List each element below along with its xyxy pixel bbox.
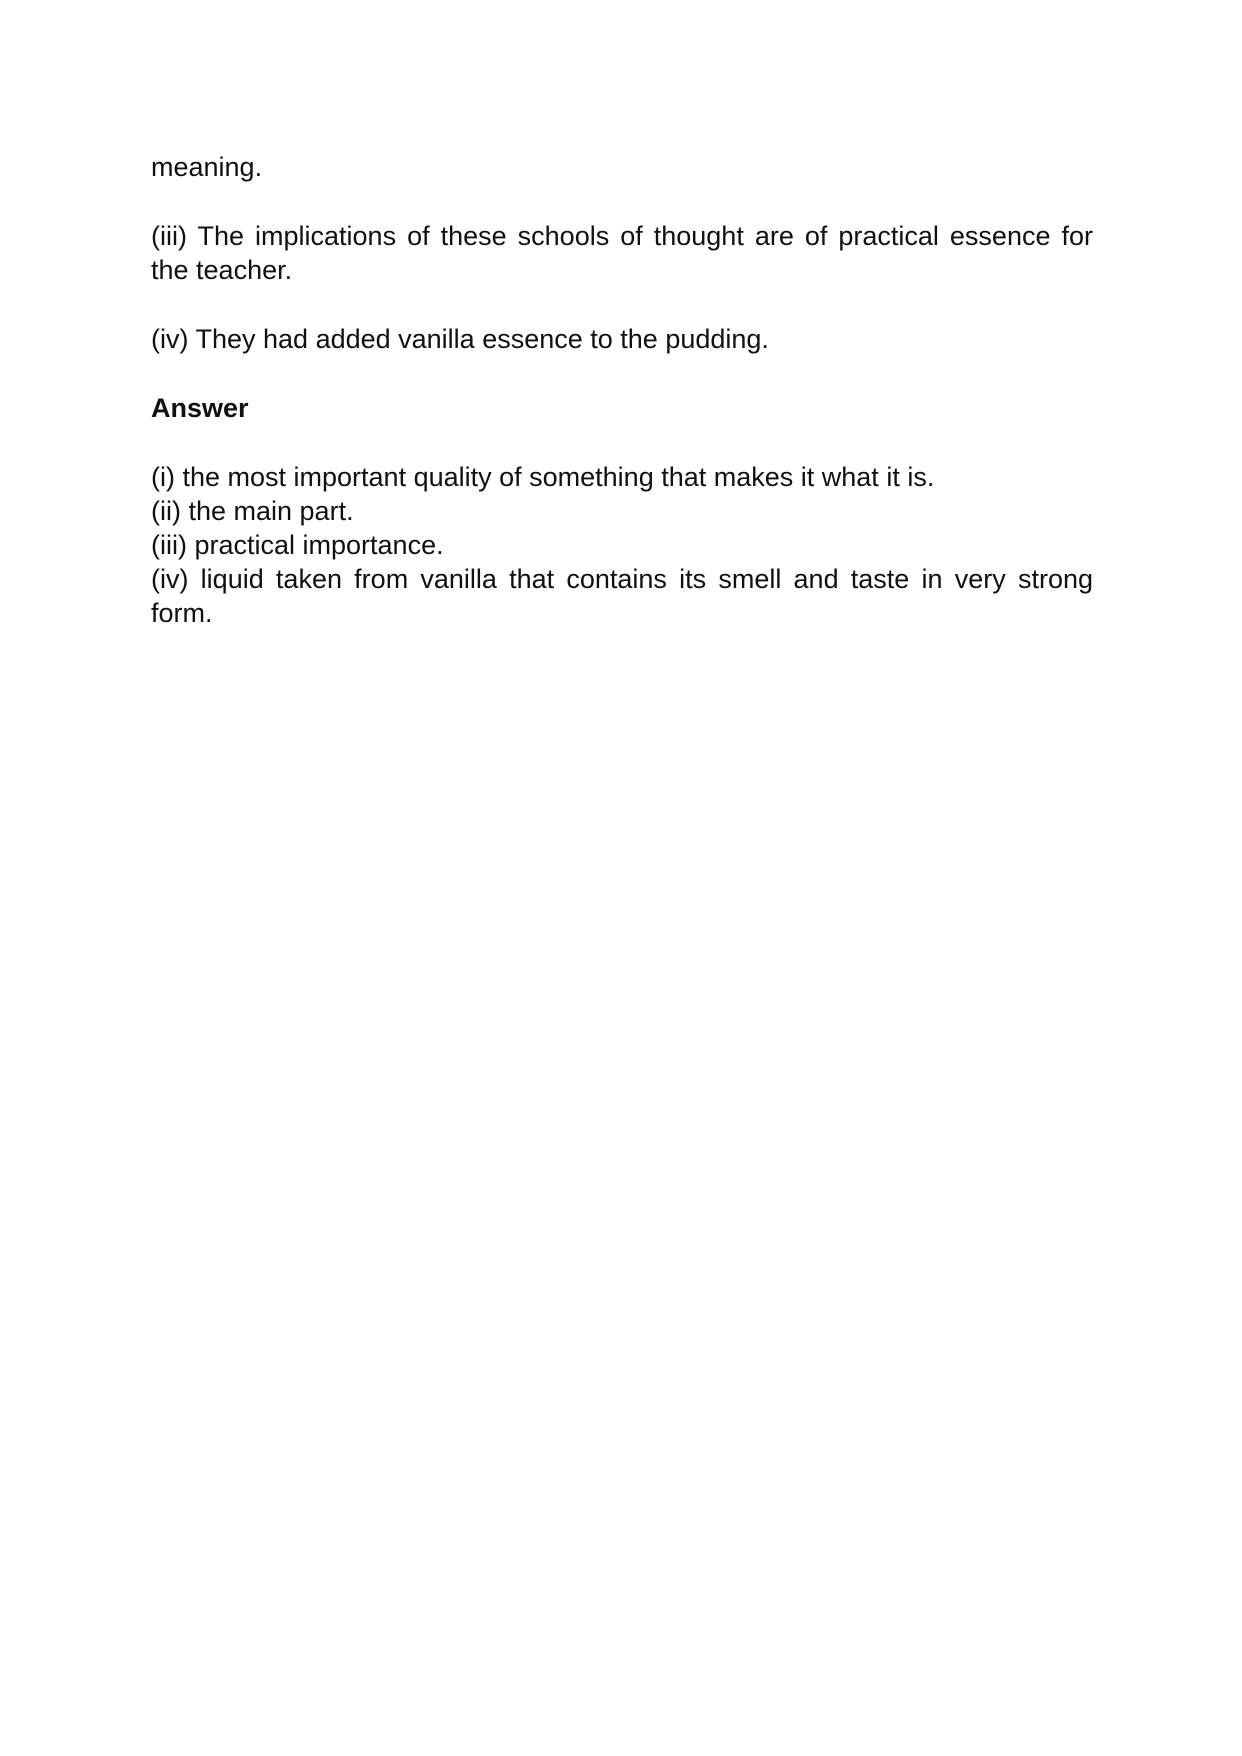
- answer-list: [151, 460, 1093, 630]
- answer-heading: Answer: [151, 393, 249, 423]
- answer-item-ii: (ii) the main part.: [151, 496, 354, 526]
- sentence-item-iv: (iv) They had added vanilla essence to the pudding.: [151, 324, 769, 354]
- answer-item-iii: (iii) practical importance.: [151, 530, 444, 560]
- continuation-text: meaning.: [151, 152, 263, 182]
- answer-item-i: (i) the most important quality of something that makes it what it is.: [151, 462, 935, 492]
- sentence-item-iii: (iii) The implications of these schools of thought are of practical essence for the teacher.: [151, 221, 1093, 285]
- answer-item-iv: (iv) liquid taken from vanilla that contains its smell and taste in very strong form.: [151, 564, 1093, 628]
- document-page: [151, 150, 1093, 630]
